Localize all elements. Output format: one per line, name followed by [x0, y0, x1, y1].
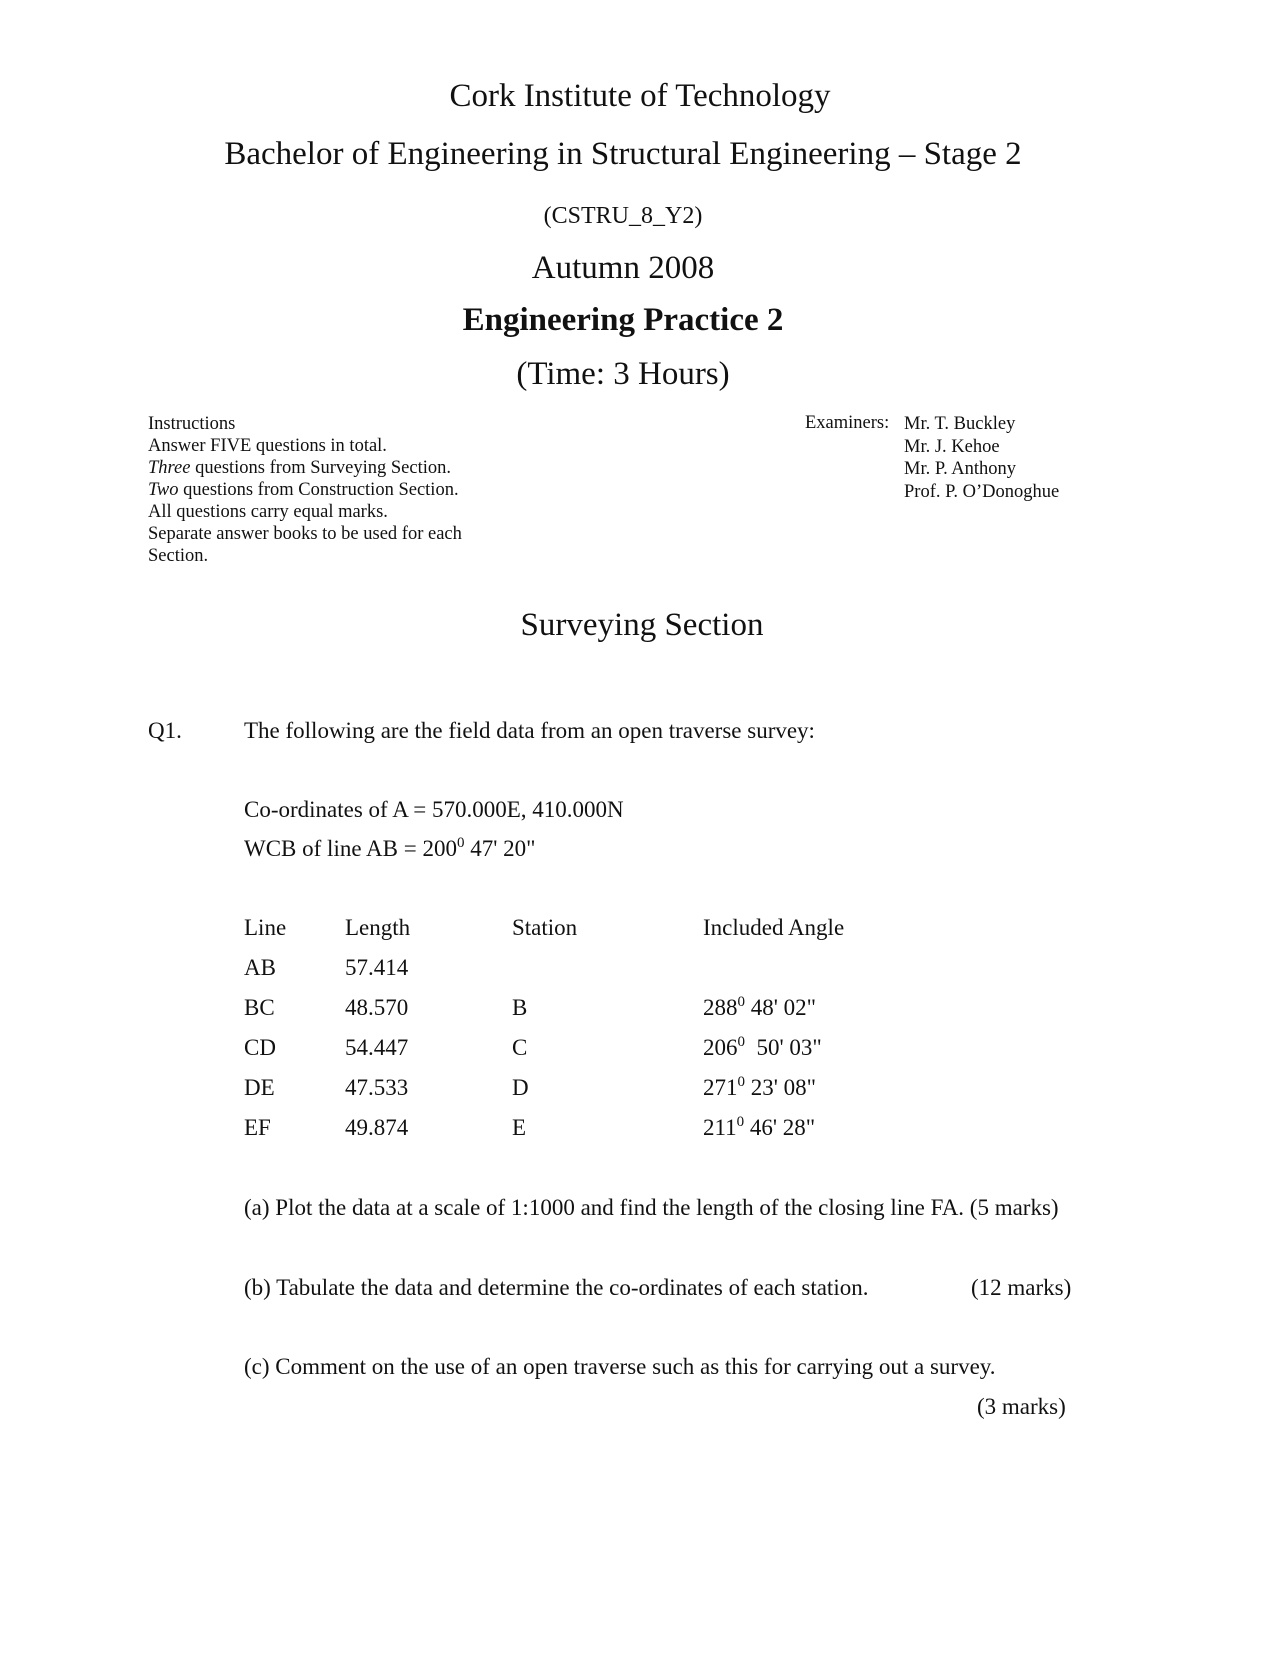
instruction-line: Answer FIVE questions in total.	[148, 436, 387, 456]
instruction-line	[148, 479, 462, 501]
cell-angle: $211^0$ 46' 28"	[703, 1114, 816, 1140]
cell-length: 57.414	[345, 955, 409, 980]
instructions-title: Instructions	[148, 414, 236, 434]
cell-line: CD	[244, 1035, 276, 1060]
cell-angle: $206^0$ 50' 03"	[703, 1034, 822, 1060]
part-b-marks: (12 marks)	[971, 1275, 1072, 1300]
question-number: Q1.	[148, 718, 182, 743]
cell-line: BC	[244, 995, 275, 1020]
cell-length: 49.874	[345, 1115, 409, 1140]
instructions-block	[148, 413, 462, 567]
header-length: Length	[345, 915, 411, 940]
question-part-c: (c) Comment on the use of an open traverse such as this for carrying out a survey.	[244, 1354, 996, 1379]
question-part-b: (b) Tabulate the data and determine the co-ordinates of each station.	[244, 1275, 869, 1300]
exam-duration: (Time: 3 Hours)	[516, 356, 730, 392]
cell-station: D	[512, 1075, 529, 1100]
instruction-text: questions from Construction Section.	[178, 480, 459, 500]
cell-line: AB	[244, 955, 276, 980]
question-part-a: (a) Plot the data at a scale of 1:1000 and find the length of the closing line FA. (5 marks)	[244, 1195, 1059, 1220]
question-intro: The following are the field data from an open traverse survey:	[244, 718, 815, 743]
programme-code: (CSTRU_8_Y2)	[543, 203, 703, 229]
cell-station: B	[512, 995, 528, 1020]
instruction-line	[148, 457, 462, 479]
cell-line: DE	[244, 1075, 275, 1100]
instruction-line: Section.	[148, 546, 209, 566]
header-station: Station	[512, 915, 578, 940]
wcb-suffix: 47' 20"	[464, 836, 536, 861]
cell-length: 47.533	[345, 1075, 409, 1100]
cell-length: 54.447	[345, 1035, 409, 1060]
coordinates-of-a: Co-ordinates of A = 570.000E, 410.000N	[244, 797, 624, 822]
cell-angle: $288^0$ 48' 02"	[703, 994, 817, 1020]
examiner-name: Mr. P. Anthony	[904, 459, 1017, 479]
instruction-line: Separate answer books to be used for each	[148, 524, 462, 544]
examiner-name: Mr. J. Kehoe	[904, 436, 1000, 457]
cell-station: E	[512, 1115, 527, 1140]
examiner-name: Prof. P. O’Donoghue	[904, 481, 1060, 502]
section-title: Surveying Section	[520, 607, 764, 643]
module-title: Engineering Practice 2	[462, 302, 784, 338]
cell-length: 48.570	[345, 995, 409, 1020]
institution-title: Cork Institute of Technology	[449, 78, 831, 114]
instruction-emphasis: Three	[148, 458, 191, 478]
header-included-angle: Included Angle	[703, 915, 845, 940]
instruction-line: All questions carry equal marks.	[148, 502, 388, 522]
programme-title: Bachelor of Engineering in Structural Engineering – Stage 2	[224, 136, 1022, 172]
examiners-list	[904, 413, 1059, 503]
header-line: Line	[244, 915, 287, 940]
part-c-marks: (3 marks)	[977, 1394, 1066, 1419]
cell-line: EF	[244, 1115, 271, 1140]
instruction-emphasis: Two	[148, 480, 179, 500]
examiner-name: Mr. T. Buckley	[904, 414, 1016, 434]
cell-angle: $271^0$ 23' 08"	[703, 1074, 817, 1100]
wcb-prefix: WCB of line AB = 200	[244, 836, 457, 861]
instruction-text: questions from Surveying Section.	[190, 458, 452, 478]
cell-station: C	[512, 1035, 528, 1060]
wcb-of-ab	[244, 836, 536, 862]
exam-term: Autumn 2008	[531, 250, 715, 286]
degree-mark: 0	[456, 835, 465, 851]
examiners-label: Examiners:	[805, 413, 890, 433]
